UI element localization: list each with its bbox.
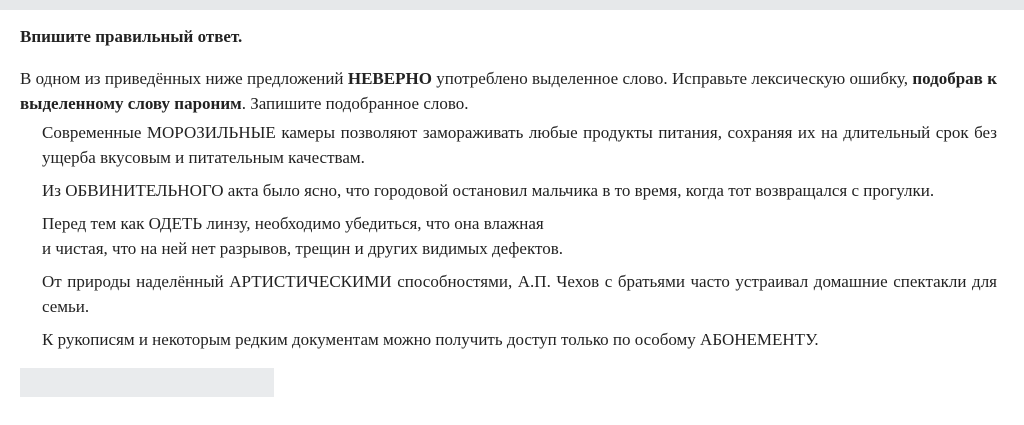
task-title: Впишите правильный ответ.: [20, 27, 243, 46]
sentence-4: От природы наделённый АРТИСТИЧЕСКИМИ способностями, А.П. Чехов с братьями часто устраивал домашние спектакли для семьи.: [42, 272, 997, 316]
instruction-text-3: . Запишите подобранное слово.: [241, 94, 469, 113]
sentence-3-line-1: Перед тем как ОДЕТЬ линзу, необходимо убедиться, что она влажная: [42, 214, 544, 233]
instruction-bold-1: НЕВЕРНО: [347, 69, 432, 88]
top-bar: [0, 0, 1024, 10]
sentence-1: Современные МОРОЗИЛЬНЫЕ камеры позволяют замораживать любые продукты питания, сохраняя их на длительный срок без ущерба вкусовым и питательным качествам.: [42, 123, 997, 167]
sentence-3-line-2: и чистая, что на ней нет разрывов, трещин и других видимых дефектов.: [42, 239, 563, 258]
sentence-list: [42, 120, 997, 352]
sentence-2: Из ОБВИНИТЕЛЬНОГО акта было ясно, что городовой остановил мальчика в то время, когда тот возвращался с прогулки.: [42, 181, 935, 200]
sentence-5: К рукописям и некоторым редким документам можно получить доступ только по особому АБОНЕМЕНТУ.: [42, 330, 819, 349]
task-content: [20, 26, 997, 360]
answer-input[interactable]: [20, 368, 274, 397]
instruction-text-2: употреблено выделенное слово. Исправьте лексическую ошибку,: [431, 69, 913, 88]
instruction-bold-2: подобрав к выделенному слову пароним: [20, 69, 997, 113]
task-instruction: [20, 66, 997, 116]
instruction-text-1: В одном из приведённых ниже предложений: [20, 69, 348, 88]
